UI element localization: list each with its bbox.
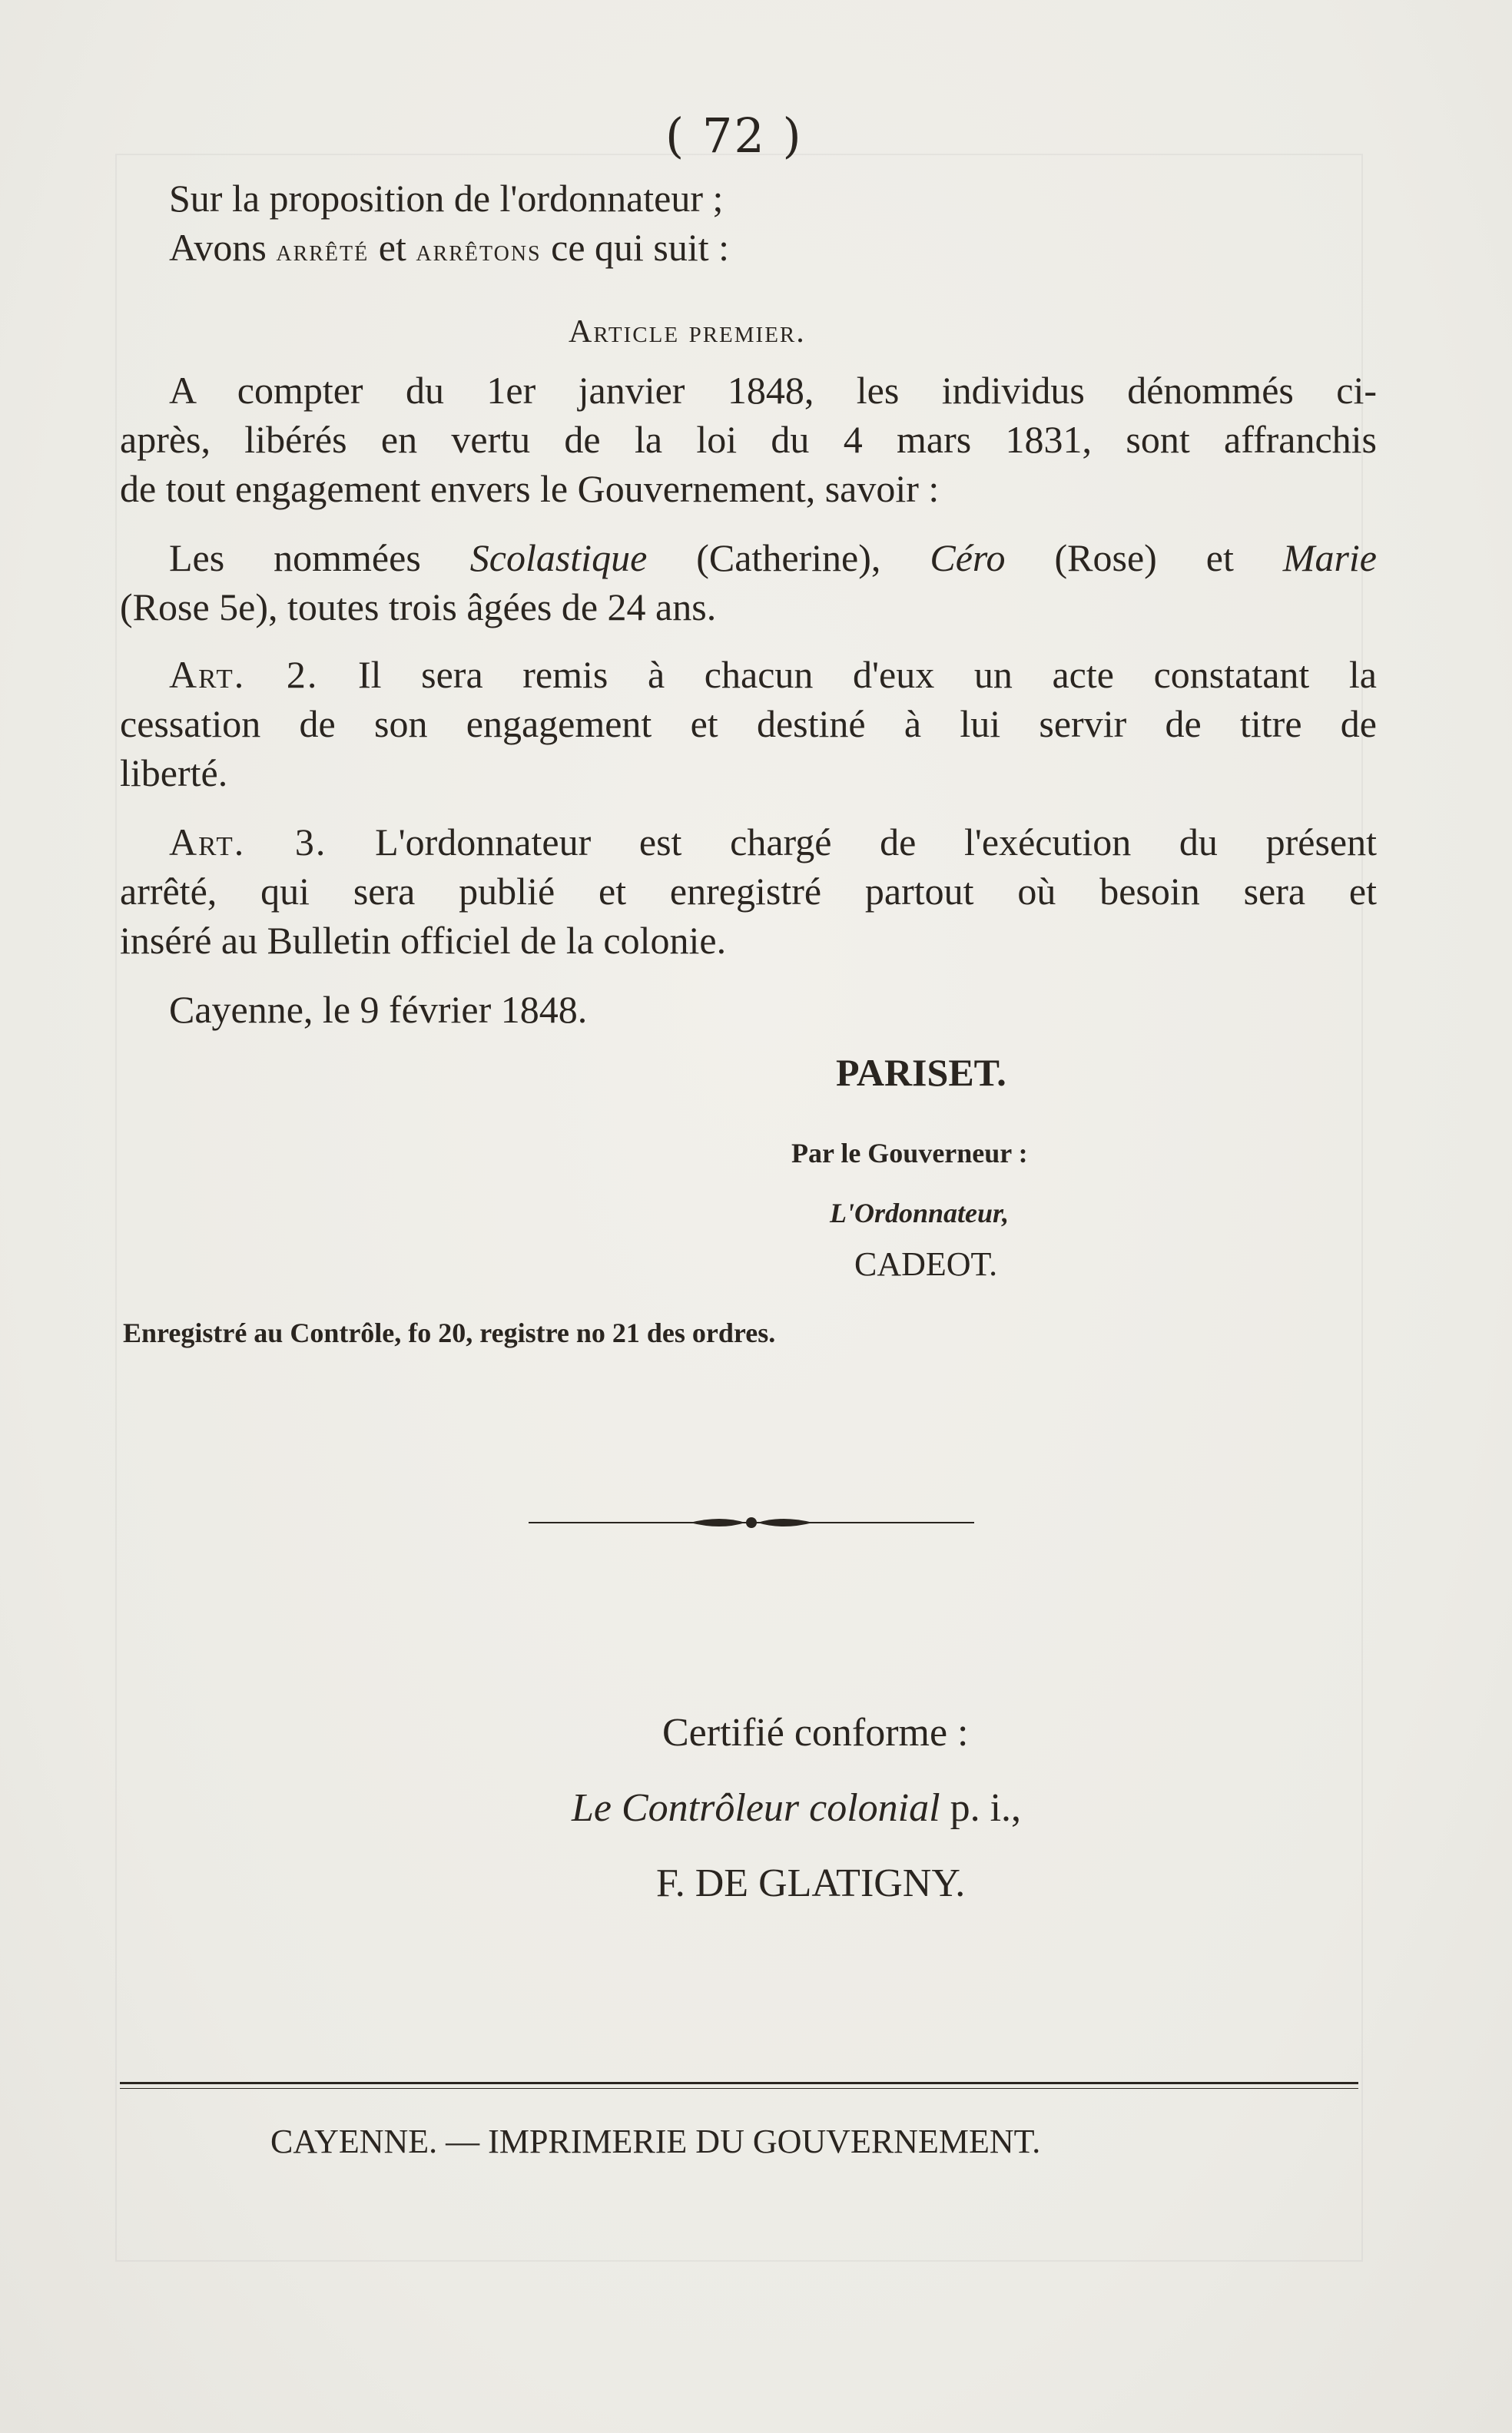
preamble-line-2 [120, 223, 1377, 275]
article-2 [120, 650, 1377, 797]
signature-cadeot: CADEOT. [854, 1245, 998, 1283]
article-1-line-2: après, libérés en vertu de la loi du 4 mars 1831, sont affranchis [120, 418, 1377, 461]
footer-rule-bottom [120, 2088, 1358, 2089]
page-number: ( 72 ) [665, 108, 803, 164]
signature-role: L'Ordonnateur, [830, 1198, 1010, 1228]
signature-pariset: PARISET. [836, 1051, 1006, 1094]
article-3-label: Art. 3. [169, 820, 327, 863]
preamble [120, 174, 1377, 275]
article-1-line-3: de tout engagement envers le Gouvernement, savoir : [120, 467, 940, 510]
preamble-arretons: arrêtons [416, 233, 542, 267]
article-2-line-2: cessation de son engagement et destiné à lui servir de titre de [120, 702, 1377, 745]
article-3 [120, 817, 1377, 965]
certification-name: F. DE GLATIGNY. [656, 1861, 966, 1905]
ornament-center-dot [746, 1517, 757, 1528]
article-2-label: Art. 2. [169, 653, 319, 696]
footer-rule-top [120, 2082, 1358, 2084]
names-line-1 [120, 533, 1377, 582]
names-intro: Les nommées [169, 536, 470, 579]
names-rose: (Rose) et [1005, 536, 1283, 579]
name-scolastique: Scolastique [469, 536, 648, 579]
certification-role: Le Contrôleur colonial [572, 1786, 940, 1830]
certification-suffix: p. i., [940, 1786, 1022, 1830]
article-3-line-2: arrêté, qui sera publié et enregistré partout où besoin sera et [120, 870, 1377, 913]
certification-role-line [572, 1784, 1021, 1833]
name-marie: Marie [1282, 536, 1377, 579]
preamble-arrete: arrêté [276, 233, 370, 267]
article-3-text: L'ordonnateur est chargé de l'exécution du présent [327, 820, 1377, 863]
preamble-text: Avons [169, 226, 277, 269]
names-paragraph [120, 533, 1377, 631]
article-title: Article premier. [569, 314, 806, 350]
ornament-divider [529, 1513, 974, 1532]
article-2-text: Il sera remis à chacun d'eux un acte constatant la [318, 653, 1377, 696]
article-1 [120, 366, 1377, 513]
preamble-et: et [369, 226, 416, 269]
ornament-left-leaf [690, 1519, 745, 1526]
article-1-line-1: A compter du 1er janvier 1848, les individus dénommés ci- [169, 369, 1377, 412]
article-3-line-3: inséré au Bulletin officiel de la colonie. [120, 919, 727, 962]
article-2-line-1 [120, 650, 1377, 699]
names-line-2: (Rose 5e), toutes trois âgées de 24 ans. [120, 585, 717, 628]
name-cero: Céro [930, 536, 1006, 579]
signature-par-le-gouverneur: Par le Gouverneur : [791, 1138, 1028, 1168]
preamble-suffix: ce qui suit : [541, 226, 730, 269]
ornament-right-leaf [758, 1519, 813, 1526]
imprint: CAYENNE. — IMPRIMERIE DU GOUVERNEMENT. [270, 2123, 1041, 2160]
certification-title: Certifié conforme : [662, 1711, 969, 1755]
registration-line: Enregistré au Contrôle, fo 20, registre no 21 des ordres. [123, 1318, 776, 1348]
article-3-line-1 [120, 817, 1377, 867]
date-line: Cayenne, le 9 février 1848. [169, 988, 588, 1031]
preamble-line-1: Sur la proposition de l'ordonnateur ; [169, 177, 724, 220]
article-2-line-3: liberté. [120, 751, 228, 794]
names-catherine: (Catherine), [647, 536, 930, 579]
